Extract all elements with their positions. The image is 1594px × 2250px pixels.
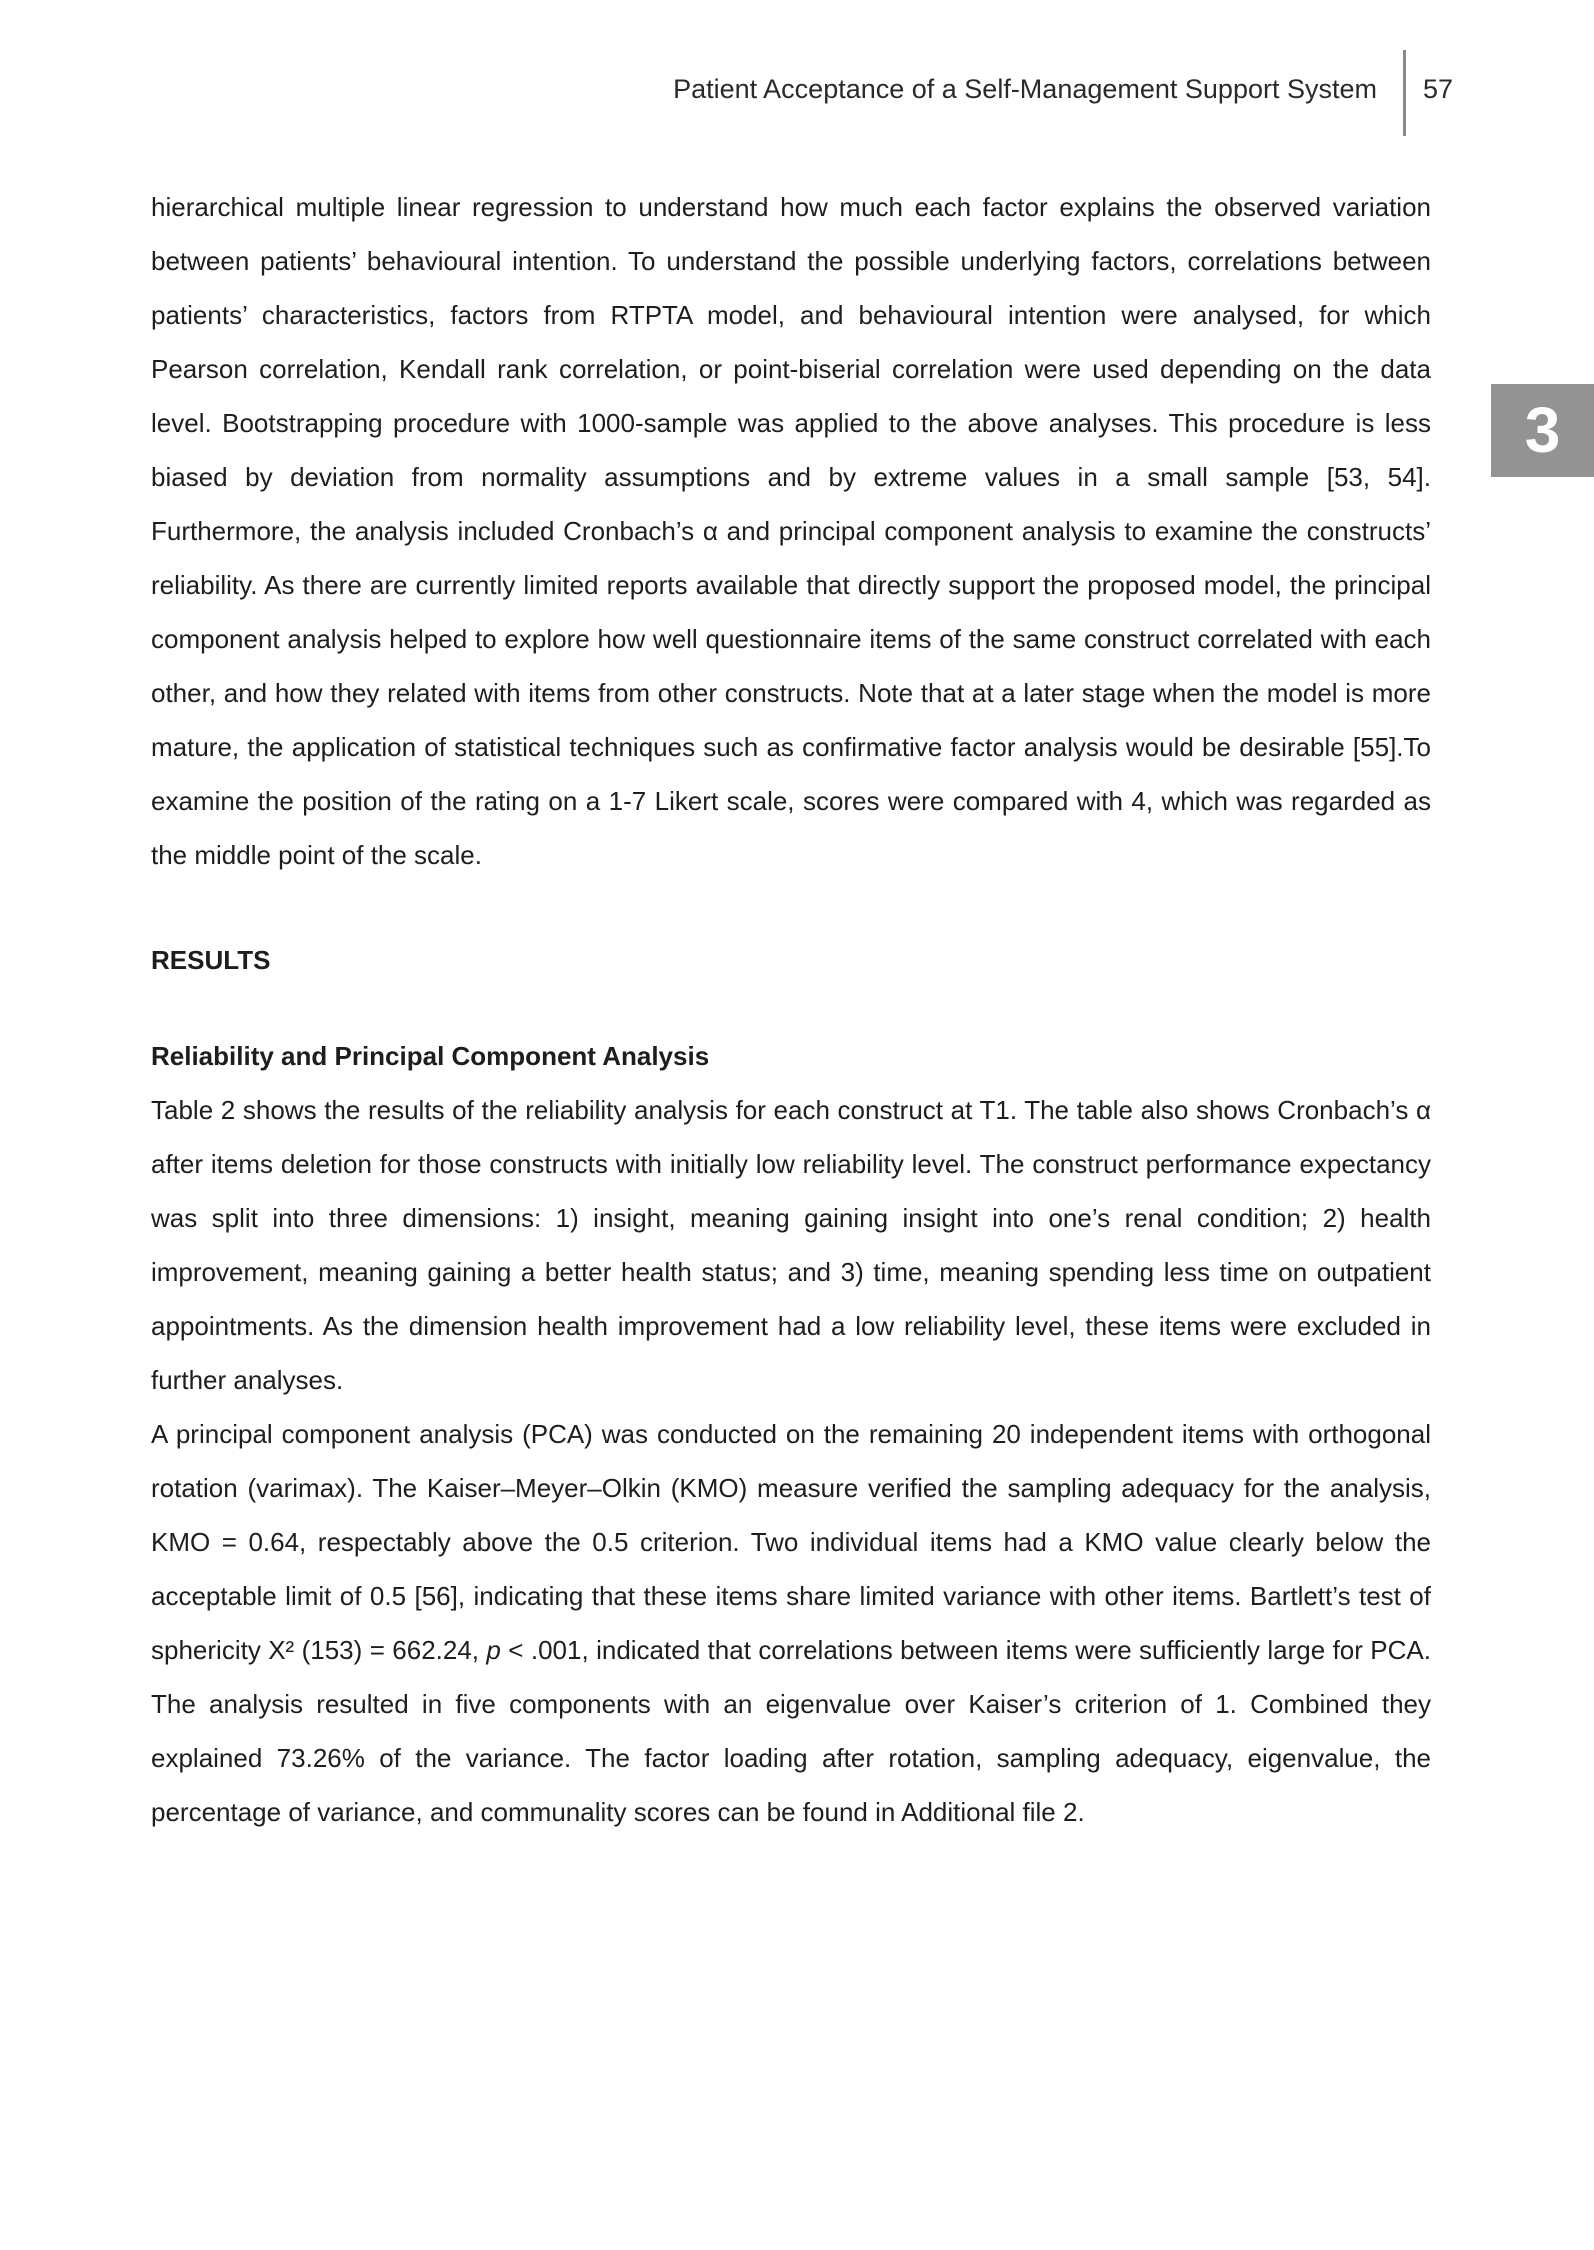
body-paragraph bbox=[151, 1407, 1431, 1839]
running-title: Patient Acceptance of a Self-Management Support System bbox=[673, 74, 1377, 104]
paragraph-text: < .001, indicated that correlations between items were sufficiently large for PCA. The analysis resulted in five components with an eigenvalue over Kaiser’s criterion of 1. Combined they explained 73.26% of the variance. The factor loading after rotation, sampling adequacy, eigenvalue, the percentage of variance, and communality scores can be found in Additional file 2. bbox=[151, 1635, 1431, 1827]
body-paragraph: Table 2 shows the results of the reliability analysis for each construct at T1. The table also shows Cronbach’s α after items deletion for those constructs with initially low reliability level. The construct performance expectancy was split into three dimensions: 1) insight, meaning gaining insight into one’s renal condition; 2) health improvement, meaning gaining a better health status; and 3) time, meaning spending less time on outpatient appointments. As the dimension health improvement had a low reliability level, these items were excluded in further analyses. bbox=[151, 1095, 1431, 1395]
header-divider bbox=[1403, 50, 1406, 136]
p-value-symbol: p bbox=[486, 1635, 501, 1665]
paragraph-text: A principal component analysis (PCA) was conducted on the remaining 20 independent items with orthogonal rotation (varimax). The Kaiser–Meyer–Olkin (KMO) measure verified the sampling adequacy for the analysis, KMO = 0.64, respectably above the 0.5 criterion. Two individual items had a KMO value clearly below the acceptable limit of 0.5 [56], indicating that these items share limited variance with other items. Bartlett’s test of sphericity X² (153) = 662.24, bbox=[151, 1419, 1431, 1665]
subsection-heading: Reliability and Principal Component Analysis bbox=[151, 1041, 710, 1071]
page-number: 57 bbox=[1423, 74, 1454, 104]
page-body bbox=[151, 180, 1431, 1839]
body-paragraph: hierarchical multiple linear regression to understand how much each factor explains the observed variation between patients’ behavioural intention. To understand the possible underlying factors, correlations between patients’ characteristics, factors from RTPTA model, and behavioural intention were analysed, for which Pearson correlation, Kendall rank correlation, or point-biserial correlation were used depending on the data level. Bootstrapping procedure with 1000-sample was applied to the above analyses. This procedure is less biased by deviation from normality assumptions and by extreme values in a small sample [53, 54]. Furthermore, the analysis included Cronbach’s α and principal component analysis to examine the constructs’ reliability. As there are currently limited reports available that directly support the proposed model, the principal component analysis helped to explore how well questionnaire items of the same construct correlated with each other, and how they related with items from other constructs. Note that at a later stage when the model is more mature, the application of statistical techniques such as confirmative factor analysis would be desirable [55].To examine the position of the rating on a 1-7 Likert scale, scores were compared with 4, which was regarded as the middle point of the scale. bbox=[151, 192, 1431, 870]
section-heading: RESULTS bbox=[151, 945, 271, 975]
chapter-tab: 3 bbox=[1491, 384, 1594, 477]
